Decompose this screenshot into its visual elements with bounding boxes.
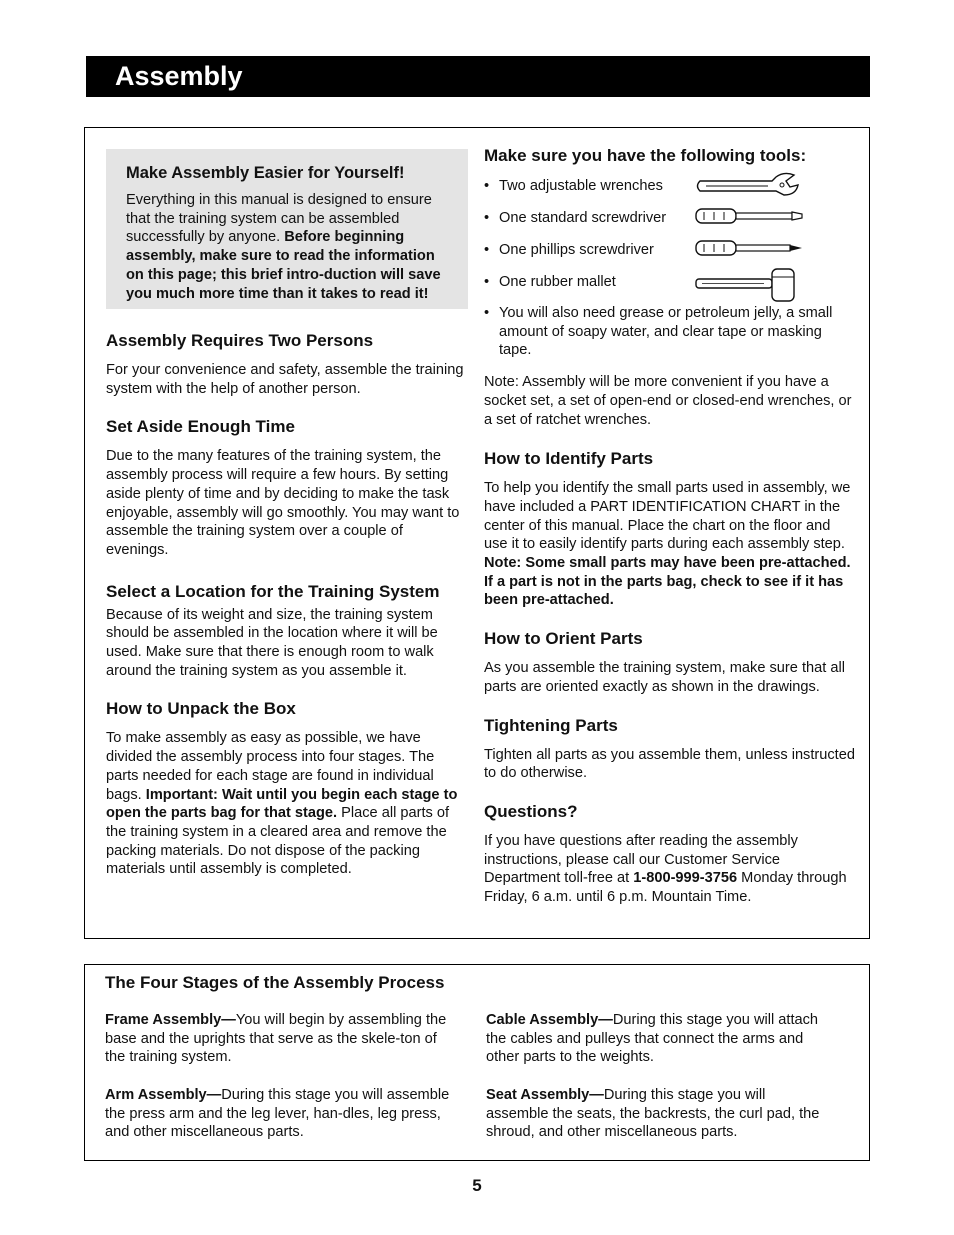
stage-text: During this stage you will assemble the press arm and the leg lever, han-dles, leg press, and other miscellaneous parts.	[105, 1087, 450, 1141]
tools-note: Note: Assembly will be more convenient if you have a socket set, a set of open-end or closed-end wrenches, or a set of ratchet wrenches.	[484, 374, 852, 428]
phone-number: 1-800-999-3756	[633, 870, 738, 887]
unpack-text-2: Place all parts of the training system in a cleared area and remove the packing materials. Do not dispose of the packing materials until assembly is completed.	[106, 805, 450, 878]
section-enough-time	[106, 416, 468, 559]
stage-label: Cable Assembly—	[486, 1012, 613, 1028]
questions-text-2: Monday through Friday, 6 a.m. until 6 p.m. Mountain Time.	[484, 870, 847, 906]
stage-label: Arm Assembly—	[105, 1087, 222, 1103]
tool-label: One rubber mallet	[499, 274, 616, 290]
stage-text: During this stage you will assemble the seats, the backrests, the curl pad, the shroud, and other miscellaneous parts.	[486, 1087, 820, 1141]
tip-text-bold: Before beginning assembly, make sure to read the information on this page; this brief intro-duction will save you much more time than it takes to read it!	[126, 229, 441, 302]
section-title: How to Orient Parts	[484, 629, 643, 649]
section-two-persons	[106, 330, 468, 398]
section-tighten	[484, 715, 856, 783]
tools-list	[484, 177, 856, 360]
section-title: How to Identify Parts	[484, 449, 654, 469]
unpack-text-bold: Important: Wait until you begin each stage to open the parts bag for that stage.	[106, 786, 458, 822]
section-text	[484, 479, 856, 610]
main-content-box	[84, 127, 870, 939]
list-item	[484, 304, 856, 360]
bullet: •	[484, 274, 490, 290]
section-title: Make sure you have the following tools:	[484, 146, 807, 165]
section-unpack	[106, 698, 468, 879]
right-column	[484, 128, 856, 907]
section-title: Questions?	[484, 801, 578, 821]
phillips-screwdriver-icon	[694, 235, 806, 261]
unpack-text-1: To make assembly as easy as possible, we have divided the assembly process into four stages. The parts needed for each stage are found in individual bags.	[106, 730, 435, 803]
tip-title: Make Assembly Easier for Yourself!	[126, 164, 405, 182]
tool-label: One phillips screwdriver	[499, 242, 654, 258]
stages-box	[84, 964, 870, 1161]
stage-seat	[486, 1086, 831, 1142]
section-text: As you assemble the training system, make sure that all parts are oriented exactly as shown in the drawings.	[484, 660, 845, 695]
section-text	[484, 832, 856, 907]
section-tools	[484, 145, 856, 429]
tool-label: One standard screwdriver	[499, 210, 667, 226]
section-title: Select a Location for the Training System	[106, 581, 440, 601]
adjustable-wrench-icon	[694, 171, 800, 201]
stage-arm	[105, 1086, 460, 1142]
bullet: •	[484, 305, 490, 321]
stage-frame	[105, 1011, 460, 1067]
title-bar	[86, 56, 870, 97]
stage-text: During this stage you will attach the cables and pulleys that connect the arms and other parts to the weights.	[486, 1012, 819, 1066]
bullet: •	[484, 210, 490, 226]
stages-title: The Four Stages of the Assembly Process	[105, 973, 445, 992]
section-text: For your convenience and safety, assemble the training system with the help of another person.	[106, 362, 464, 397]
tool-label: Two adjustable wrenches	[499, 178, 663, 194]
tip-text-regular: Everything in this manual is designed to ensure that the training system can be assembled successfully by anyone.	[126, 192, 432, 246]
stage-text: You will begin by assembling the base and the uprights that serve as the skele-ton of the training system.	[105, 1012, 447, 1066]
rubber-mallet-icon	[694, 267, 800, 303]
stage-label: Seat Assembly—	[486, 1087, 604, 1103]
section-title: Tightening Parts	[484, 715, 618, 735]
section-text: Due to the many features of the training system, the assembly process will require a few hours. By setting aside plenty of time and by deciding to make the task enjoyable, assembly will go smoothly. You may want to assemble the training system over a couple of evenings.	[106, 448, 460, 558]
section-text	[106, 729, 468, 879]
section-title: How to Unpack the Box	[106, 699, 296, 719]
section-title: Assembly Requires Two Persons	[106, 331, 374, 350]
stage-label: Frame Assembly—	[105, 1012, 236, 1028]
identify-text-bold: Note: Some small parts may have been pre-attached. If a part is not in the parts bag, check to see if it has been pre-attached.	[484, 555, 851, 609]
identify-text: To help you identify the small parts used in assembly, we have included a PART IDENTIFICATION CHART in the center of this manual. Place the chart on the floor and use it to easily identify parts during each assembly step.	[484, 480, 851, 553]
section-text: Because of its weight and size, the training system should be assembled in the location where it will be used. Make sure that there is enough room to walk around the training system as you assemble it.	[106, 606, 438, 679]
tools-extra: You will also need grease or petroleum jelly, a small amount of soapy water, and clear tape or masking tape.	[499, 305, 833, 359]
questions-text-1: If you have questions after reading the assembly instructions, please call our Customer Service Department toll-free at	[484, 832, 798, 887]
left-column	[106, 128, 468, 879]
bullet: •	[484, 242, 490, 258]
list-item	[484, 273, 856, 305]
page-number: 5	[472, 1176, 482, 1195]
section-identify	[484, 448, 856, 610]
tip-text	[126, 191, 454, 303]
tip-box	[106, 149, 468, 309]
section-location	[106, 580, 468, 681]
standard-screwdriver-icon	[694, 203, 806, 229]
bullet: •	[484, 178, 490, 194]
section-text: Tighten all parts as you assemble them, unless instructed to do otherwise.	[484, 746, 855, 782]
section-orient	[484, 628, 856, 696]
page-title: Assembly	[115, 61, 243, 91]
stage-cable	[486, 1011, 831, 1067]
list-item	[484, 241, 856, 273]
section-questions	[484, 801, 856, 907]
section-title: Set Aside Enough Time	[106, 417, 295, 437]
